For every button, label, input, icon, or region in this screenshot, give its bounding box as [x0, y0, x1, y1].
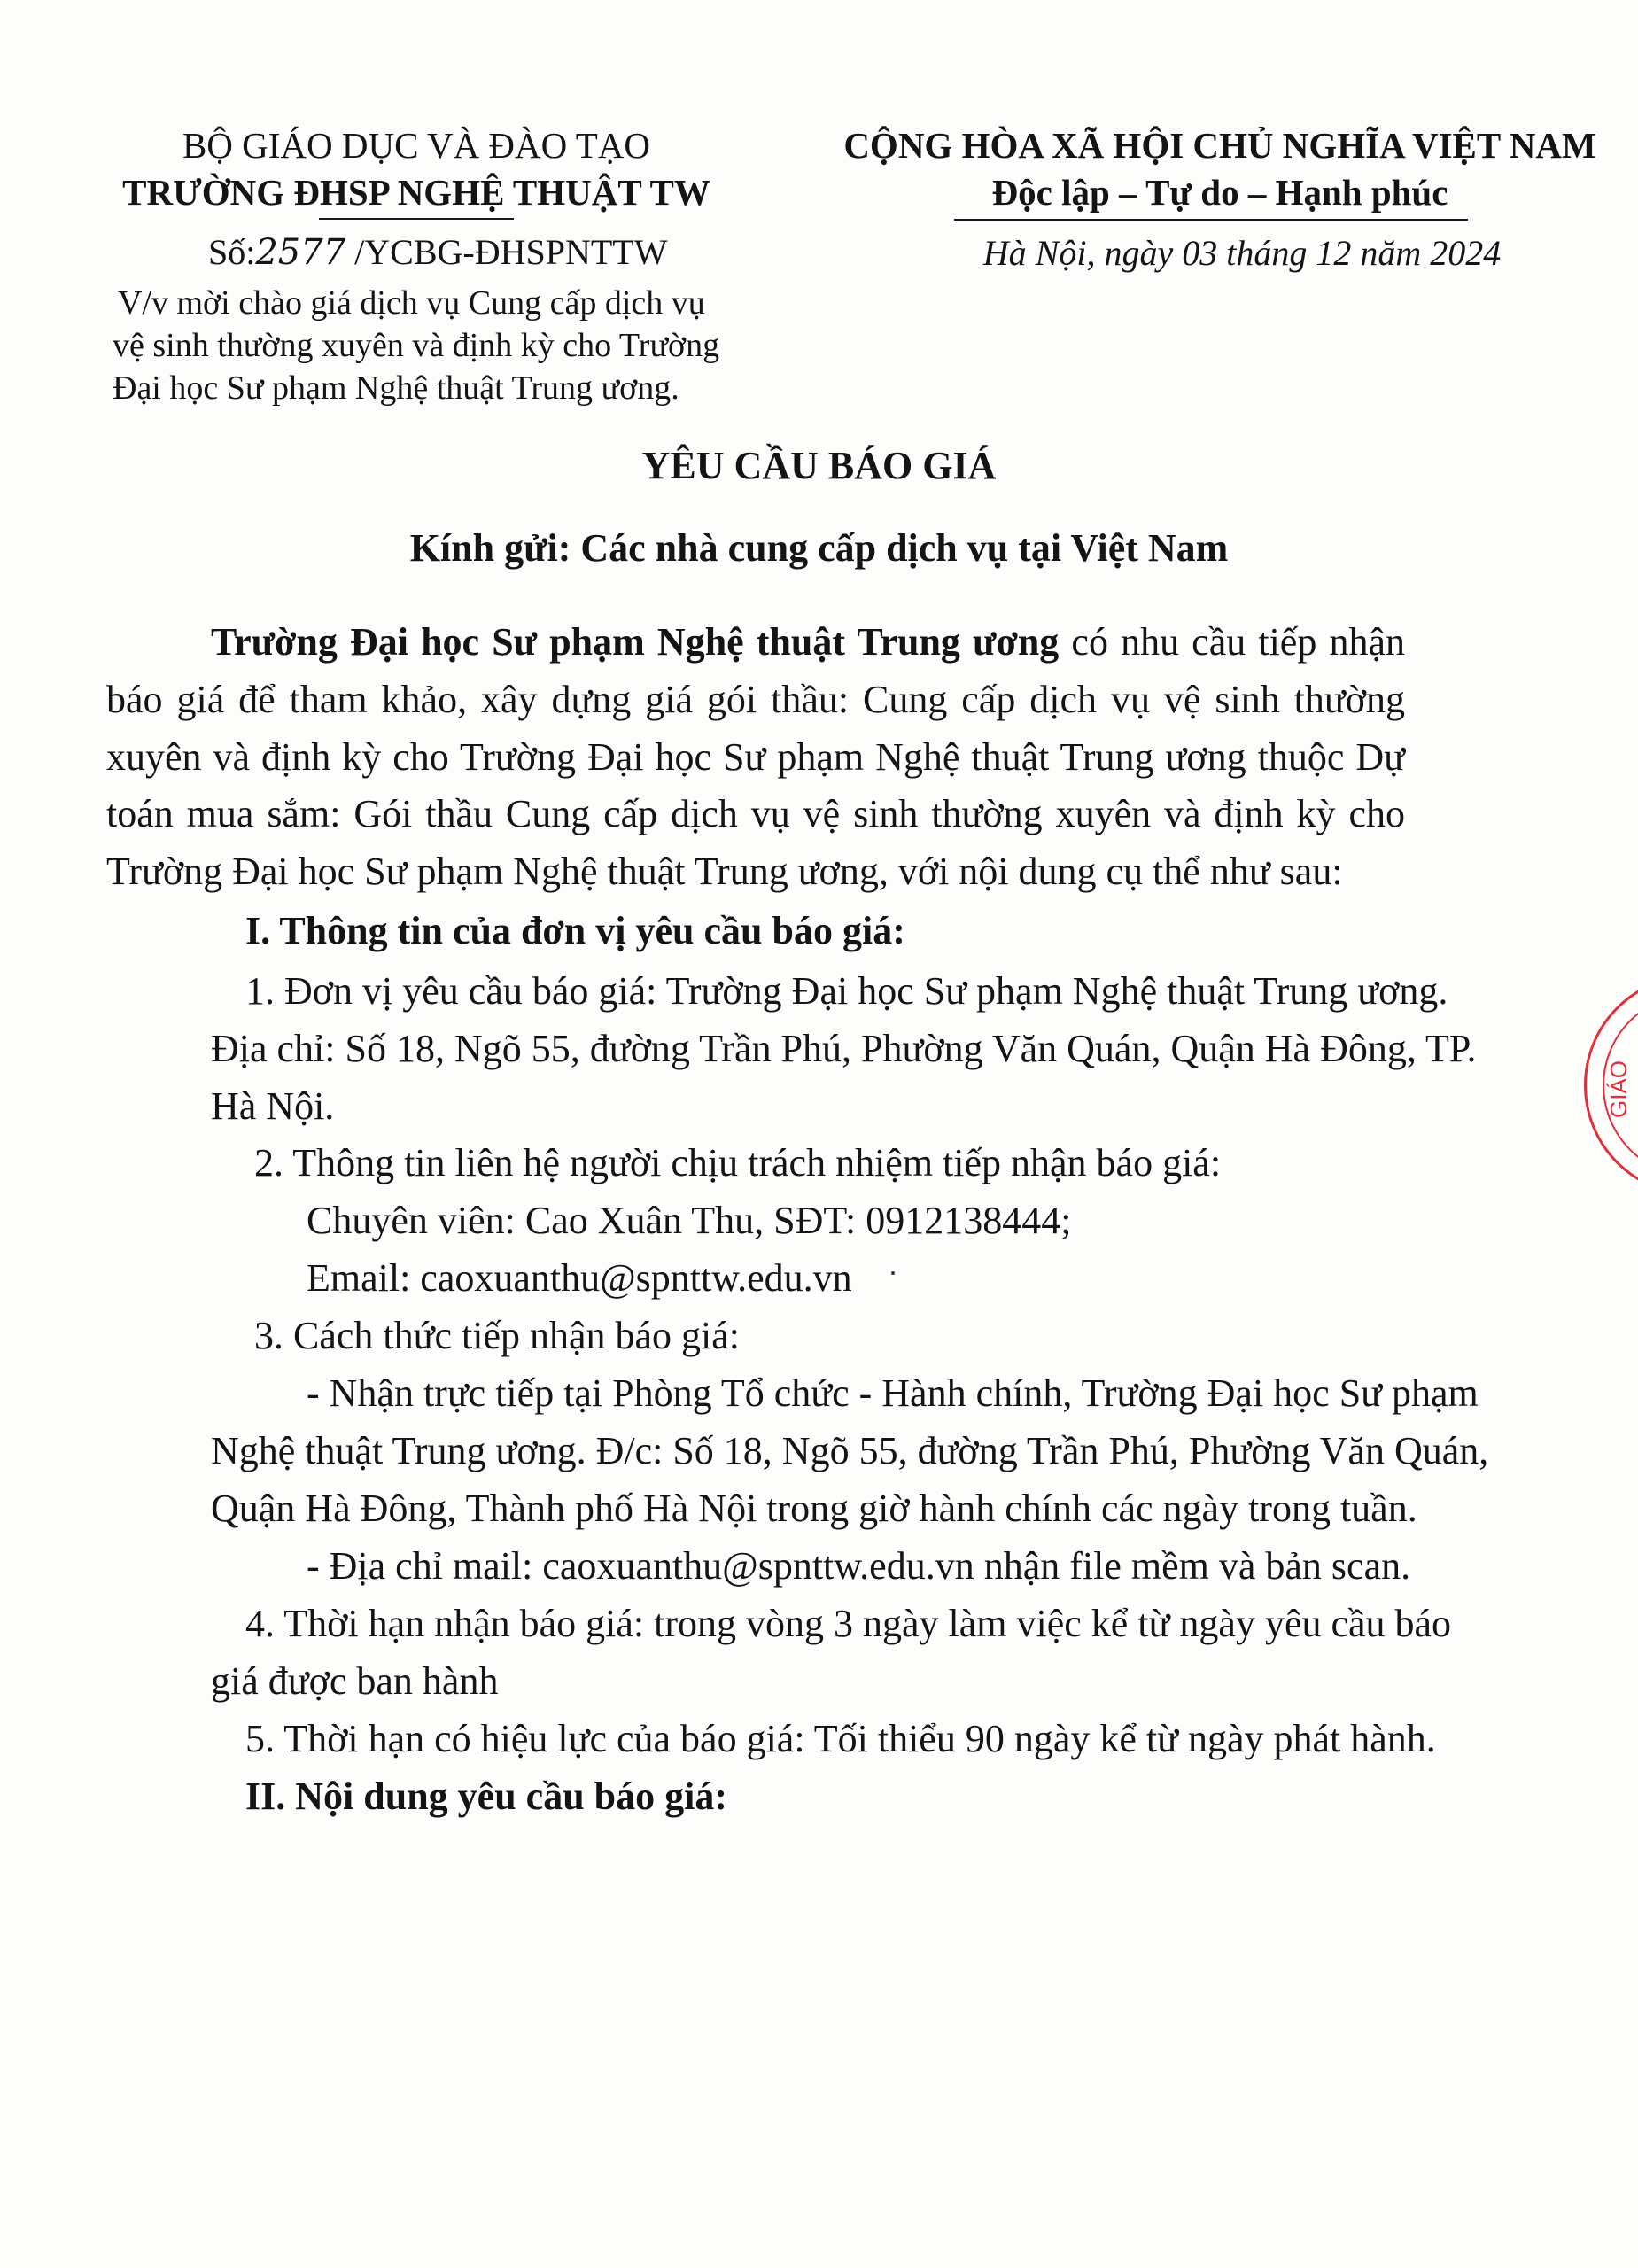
item-3-direct-line-1: - Nhận trực tiếp tại Phòng Tổ chức - Hành chính, Trường Đại học Sư phạm: [307, 1371, 1479, 1415]
motto: Độc lập – Tự do – Hạnh phúc: [991, 172, 1448, 213]
item-2-contact: Chuyên viên: Cao Xuân Thu, SĐT: 0912138444;: [307, 1199, 1072, 1242]
nation-title: CỘNG HÒA XÃ HỘI CHỦ NGHĨA VIỆT NAM: [843, 125, 1596, 166]
ministry-name: BỘ GIÁO DỤC VÀ ĐÀO TẠO: [182, 125, 651, 166]
item-2-heading: 2. Thông tin liên hệ người chịu trách nhiệm tiếp nhận báo giá:: [254, 1141, 1222, 1184]
document-number: [208, 231, 668, 273]
document-title: YÊU CẦU BÁO GIÁ: [641, 444, 997, 487]
item-4-line-2: giá được ban hành: [211, 1659, 499, 1703]
item-1-line-2: Địa chỉ: Số 18, Ngõ 55, đường Trần Phú, Phường Văn Quán, Quận Hà Đông, TP.: [211, 1027, 1477, 1070]
motto-underline: [954, 219, 1468, 221]
item-4-line-1: 4. Thời hạn nhận báo giá: trong vòng 3 ngày làm việc kể từ ngày yêu cầu báo: [245, 1602, 1452, 1645]
item-1-line-1: 1. Đơn vị yêu cầu báo giá: Trường Đại học Sư phạm Nghệ thuật Trung ương.: [245, 969, 1448, 1013]
item-3-direct-line-2: Nghệ thuật Trung ương. Đ/c: Số 18, Ngõ 55, đường Trần Phú, Phường Văn Quán,: [211, 1429, 1489, 1472]
subject-line-2: vệ sinh thường xuyên và định kỳ cho Trường: [113, 327, 720, 364]
intro-school-name: Trường Đại học Sư phạm Nghệ thuật Trung ương: [211, 620, 1060, 664]
item-1-line-3: Hà Nội.: [211, 1084, 335, 1128]
subject-line-3: Đại học Sư phạm Nghệ thuật Trung ương.: [113, 369, 679, 407]
item-5: 5. Thời hạn có hiệu lực của báo giá: Tối thiểu 90 ngày kể từ ngày phát hành.: [245, 1717, 1436, 1760]
section-2-heading: II. Nội dung yêu cầu báo giá:: [245, 1775, 728, 1818]
handwritten-number: 2577: [255, 232, 346, 273]
intro-text: có nhu cầu tiếp nhận báo giá để tham khảo, xây dựng giá gói thầu: Cung cấp dịch vụ vệ sinh thường xuyên và định kỳ cho Trường Đại học Sư phạm Nghệ thuật Trung ương thuộc Dự toán mua sắm: Gói thầu Cung cấp dịch vụ vệ sinh thường xuyên và định kỳ cho Trường Đại học Sư phạm Nghệ thuật Trung ương, với nội dung cụ thể như sau:: [106, 620, 1405, 894]
issue-date: Hà Nội, ngày 03 tháng 12 năm 2024: [982, 233, 1502, 273]
number-suffix: /YCBG-ĐHSPNTTW: [345, 232, 668, 272]
item-3-direct-line-3: Quận Hà Đông, Thành phố Hà Nội trong giờ hành chính các ngày trong tuần.: [211, 1487, 1417, 1530]
intro-paragraph: [106, 614, 1405, 901]
scan-dot: [891, 1271, 895, 1275]
item-3-heading: 3. Cách thức tiếp nhận báo giá:: [254, 1314, 741, 1357]
section-1-heading: I. Thông tin của đơn vị yêu cầu báo giá:: [245, 909, 905, 952]
subject-line-1: V/v mời chào giá dịch vụ Cung cấp dịch vụ: [118, 284, 705, 322]
item-2-email: Email: caoxuanthu@spnttw.edu.vn: [307, 1256, 852, 1300]
school-name: TRƯỜNG ĐHSP NGHỆ THUẬT TW: [122, 172, 710, 213]
stamp-text: GIÁO: [1605, 1060, 1632, 1118]
school-underline: [319, 218, 514, 220]
number-prefix: Số:: [208, 232, 256, 272]
item-3-mail: - Địa chỉ mail: caoxuanthu@spnttw.edu.vn nhận file mềm và bản scan.: [307, 1544, 1411, 1588]
recipient: Kính gửi: Các nhà cung cấp dịch vụ tại Việt Nam: [409, 526, 1229, 570]
